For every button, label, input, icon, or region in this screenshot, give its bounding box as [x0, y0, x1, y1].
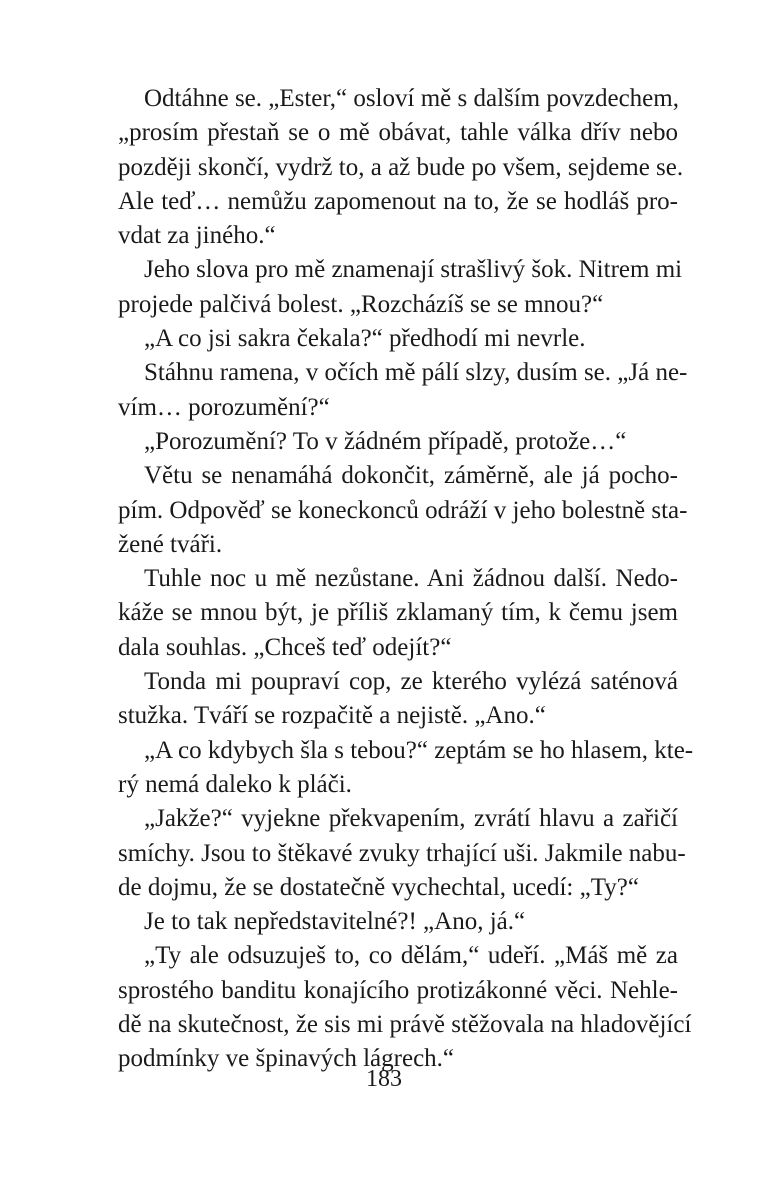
text-line: Odtáhne se. „Ester,“ osloví mě s dalším povzdechem,: [144, 85, 679, 112]
text-line: „Ty ale odsuzuješ to, co dělám,“ udeří. „Máš mě za: [144, 942, 678, 970]
text-line: vím… porozumění?“: [118, 393, 330, 421]
text-line: Jeho slova pro mě znamenají strašlivý šok. Nitrem mi: [144, 256, 683, 284]
text-line: „Porozumění? To v žádném případě, protože…“: [144, 427, 627, 455]
text-line: Tuhle noc u mě nezůstane. Ani žádnou další. Nedo-: [144, 565, 678, 593]
text-line: Je to tak nepředstavitelné?! „Ano, já.“: [144, 908, 526, 936]
text-line: podmínky ve špinavých lágrech.“: [118, 1045, 455, 1073]
text-line: dě na skutečnost, že sis mi právě stěžovala na hladovějící: [118, 1011, 692, 1039]
text-line: Větu se nenamáhá dokončit, záměrně, ale já pocho-: [144, 462, 678, 490]
text-line: Stáhnu ramena, v očích mě pálí slzy, dusím se. „Já ne-: [144, 359, 688, 387]
text-line: smíchy. Jsou to štěkavé zvuky trhající uši. Jakmile nabu-: [118, 839, 686, 867]
text-line: stužka. Tváří se rozpačitě a nejistě. „Ano.“: [118, 702, 546, 730]
body-text: [118, 82, 694, 1077]
text-line: „A co kdybych šla s tebou?“ zeptám se ho hlasem, kte-: [144, 736, 694, 764]
text-line: dala souhlas. „Chceš teď odejít?“: [118, 633, 452, 661]
text-line: „Jakže?“ vyjekne překvapením, zvrátí hlavu a zařičí: [144, 805, 678, 833]
text-line: sprostého banditu konajícího protizákonné věci. Nehle-: [118, 976, 678, 1004]
text-line: de dojmu, že se dostatečně vychechtal, ucedí: „Ty?“: [118, 873, 639, 901]
text-line: „prosím přestaň se o mě obávat, tahle válka dřív nebo: [118, 119, 678, 147]
text-line: „A co jsi sakra čekala?“ předhodí mi nevrle.: [144, 325, 586, 353]
text-line: vdat za jiného.“: [118, 222, 276, 250]
page-number: 183: [366, 1066, 402, 1092]
text-line: projede palčivá bolest. „Rozcházíš se se mnou?“: [118, 290, 604, 318]
text-line: káže se mnou být, je příliš zklamaný tím, k čemu jsem: [118, 599, 678, 627]
text-line: později skončí, vydrž to, a až bude po všem, sejdeme se.: [118, 153, 684, 181]
text-line: pím. Odpověď se koneckonců odráží v jeho bolestně sta-: [118, 496, 688, 524]
text-line: Ale teď… nemůžu zapomenout na to, že se hodláš pro-: [118, 187, 678, 215]
text-line: rý nemá daleko k pláči.: [118, 770, 352, 798]
text-line: žené tváři.: [118, 530, 223, 558]
text-line: Tonda mi poupraví cop, ze kterého vylézá saténová: [144, 668, 678, 696]
